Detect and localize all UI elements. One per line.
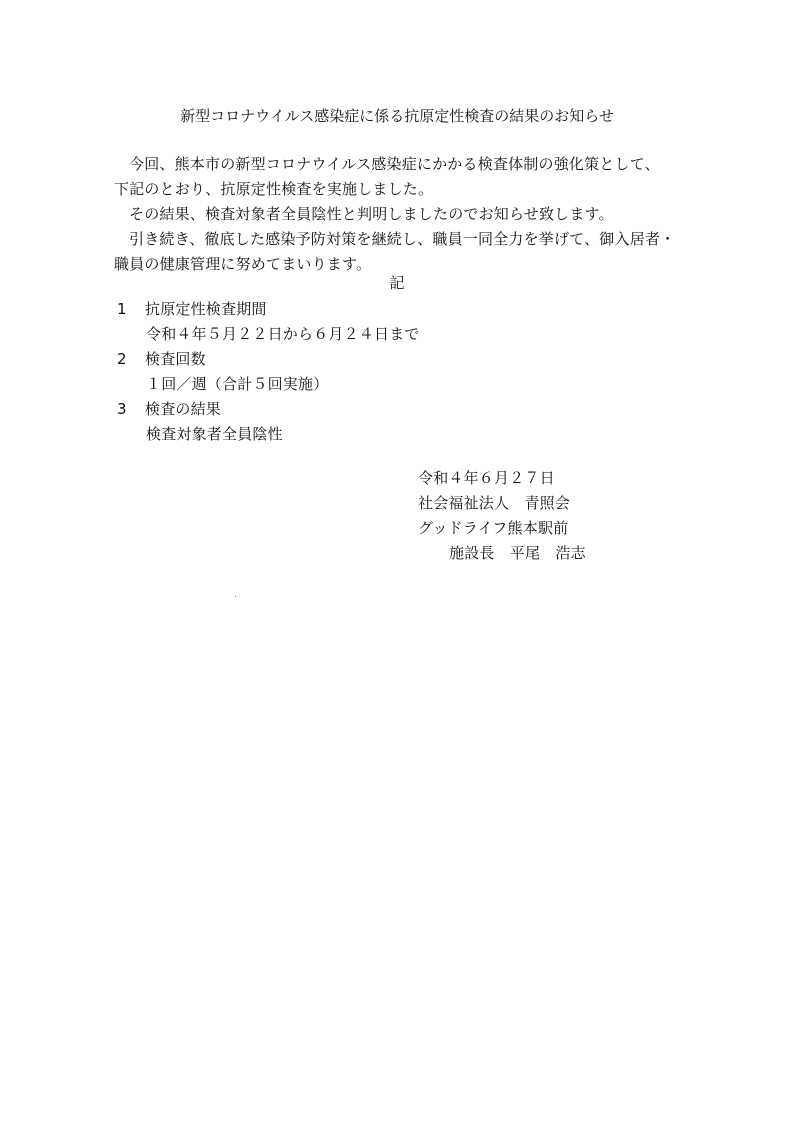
item-1-number: 1 (117, 300, 127, 318)
item-3-heading: 検査の結果 (145, 400, 222, 418)
paragraph-1-line-2: 下記のとおり、抗原定性検査を実施しました。 (114, 180, 434, 198)
item-2-heading: 検査回数 (145, 350, 206, 368)
signature-organization: 社会福祉法人 青照会 (418, 494, 571, 512)
signature-director: 施設長 平尾 浩志 (449, 544, 586, 562)
paragraph-3-line-1: 引き続き、徹底した感染予防対策を継続し、職員一同全力を挙げて、御入居者・ (129, 230, 676, 248)
page-title: 新型コロナウイルス感染症に係る抗原定性検査の結果のお知らせ (180, 107, 614, 125)
paragraph-1-line-1: 今回、熊本市の新型コロナウイルス感染症にかかる検査体制の強化策として、 (129, 155, 660, 173)
item-3-number: 3 (117, 400, 127, 418)
signature-date: 令和４年６月２７日 (418, 469, 555, 487)
scan-speck (235, 596, 236, 597)
item-2-number: 2 (117, 350, 127, 368)
paragraph-3-line-2: 職員の健康管理に努めてまいります。 (114, 255, 372, 273)
item-1-detail: 令和４年５月２２日から６月２４日まで (146, 325, 420, 343)
item-3-detail: 検査対象者全員陰性 (146, 425, 283, 443)
item-1-heading: 抗原定性検査期間 (145, 300, 267, 318)
item-2-detail: １回／週（合計５回実施） (146, 375, 329, 393)
signature-facility: グッドライフ熊本駅前 (418, 519, 569, 537)
ki-heading: 記 (389, 274, 405, 292)
paragraph-2: その結果、検査対象者全員陰性と判明しましたのでお知らせ致します。 (129, 205, 614, 223)
